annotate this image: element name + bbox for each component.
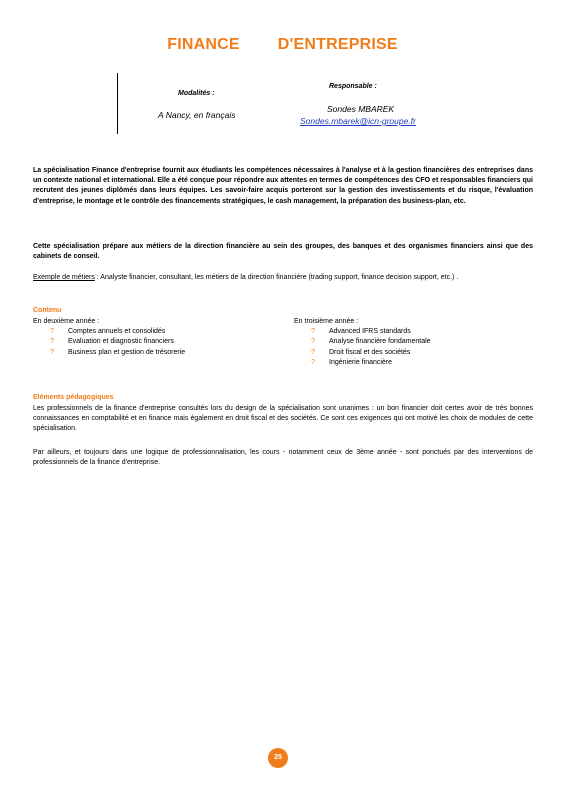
list-item: ? Comptes annuels et consolidés	[50, 327, 185, 337]
contenu-column-2eme	[33, 317, 185, 358]
contenu-column-3eme	[294, 317, 431, 368]
responsable-email-link[interactable]: Sondes.mbarek@icn-groupe.fr	[300, 116, 416, 126]
bullet-icon: ?	[50, 348, 54, 356]
responsable-name: Sondes MBAREK	[327, 104, 395, 114]
bullet-icon: ?	[50, 328, 54, 336]
intro-paragraph-2: Cette spécialisation prépare aux métiers de la direction financière au sein des groupes, des banques et des organismes financiers ainsi que des cabinets de conseil.	[33, 243, 533, 261]
metiers-paragraph	[33, 273, 533, 283]
contenu-heading: Contenu	[33, 307, 62, 314]
pedagogie-heading: Eléments pédagogiques	[33, 394, 114, 401]
modalites-label: Modalités :	[178, 90, 215, 97]
list-item: ? Ingénierie financière	[311, 358, 431, 368]
col2-title: En troisième année :	[294, 318, 359, 325]
modalites-value: A Nancy, en français	[158, 110, 236, 120]
bullet-icon: ?	[311, 348, 315, 356]
pedagogie-paragraph-2: Par ailleurs, et toujours dans une logique de professionnalisation, les cours - notamment ceux de 3ème année - sont ponctués par des interventions de professionnels de la finance d'entreprise.	[33, 449, 533, 467]
list-item: ? Analyse financière fondamentale	[311, 337, 431, 347]
page-number-badge: 25	[268, 748, 288, 768]
bullet-icon: ?	[311, 328, 315, 336]
title-part-1: FINANCE	[167, 36, 240, 53]
vertical-divider	[117, 73, 118, 134]
title-part-2: D'ENTREPRISE	[277, 36, 398, 53]
intro-paragraph-1: La spécialisation Finance d'entreprise fournit aux étudiants les compétences nécessaires à l'analyse et à la gestion financières des entreprises dans un contexte national et international. Elle a été conçue pour répondre aux attentes en termes de compétences des CFO et responsables financiers qui recrutent des jeunes diplômés dans leurs équipes. Les savoir-faire acquis porteront sur la gestion des investissements et du risque, l'évaluation d'entreprise, le montage et le contrôle des financements stratégiques, le cash management, la préparation des business-plan, etc.	[33, 167, 533, 205]
page-title	[0, 36, 565, 54]
list-item: ? Evaluation et diagnostic financiers	[50, 337, 185, 347]
bullet-icon: ?	[311, 338, 315, 346]
responsable-label: Responsable :	[329, 83, 377, 90]
metiers-label: Exemple de métiers	[33, 274, 95, 281]
list-item: ? Advanced IFRS standards	[311, 327, 431, 337]
pedagogie-paragraph-1: Les professionnels de la finance d'entreprise consultés lors du design de la spécialisation sont unanimes : un bon financier doit certes avoir de très bonnes connaissances en comptabilité et en finance mais également en droit fiscal et des sociétés. Ce sont ces exigences qui ont motivé les choix de modules de cette spécialisation.	[33, 405, 533, 433]
list-item: ? Business plan et gestion de trésorerie	[50, 348, 185, 358]
col1-title: En deuxième année :	[33, 318, 100, 325]
bullet-icon: ?	[50, 338, 54, 346]
bullet-icon: ?	[311, 358, 315, 366]
list-item: ? Droit fiscal et des sociétés	[311, 348, 431, 358]
metiers-text: : Analyste financier, consultant, les métiers de la direction financière (trading support, finance decision support, etc.) .	[94, 274, 459, 281]
